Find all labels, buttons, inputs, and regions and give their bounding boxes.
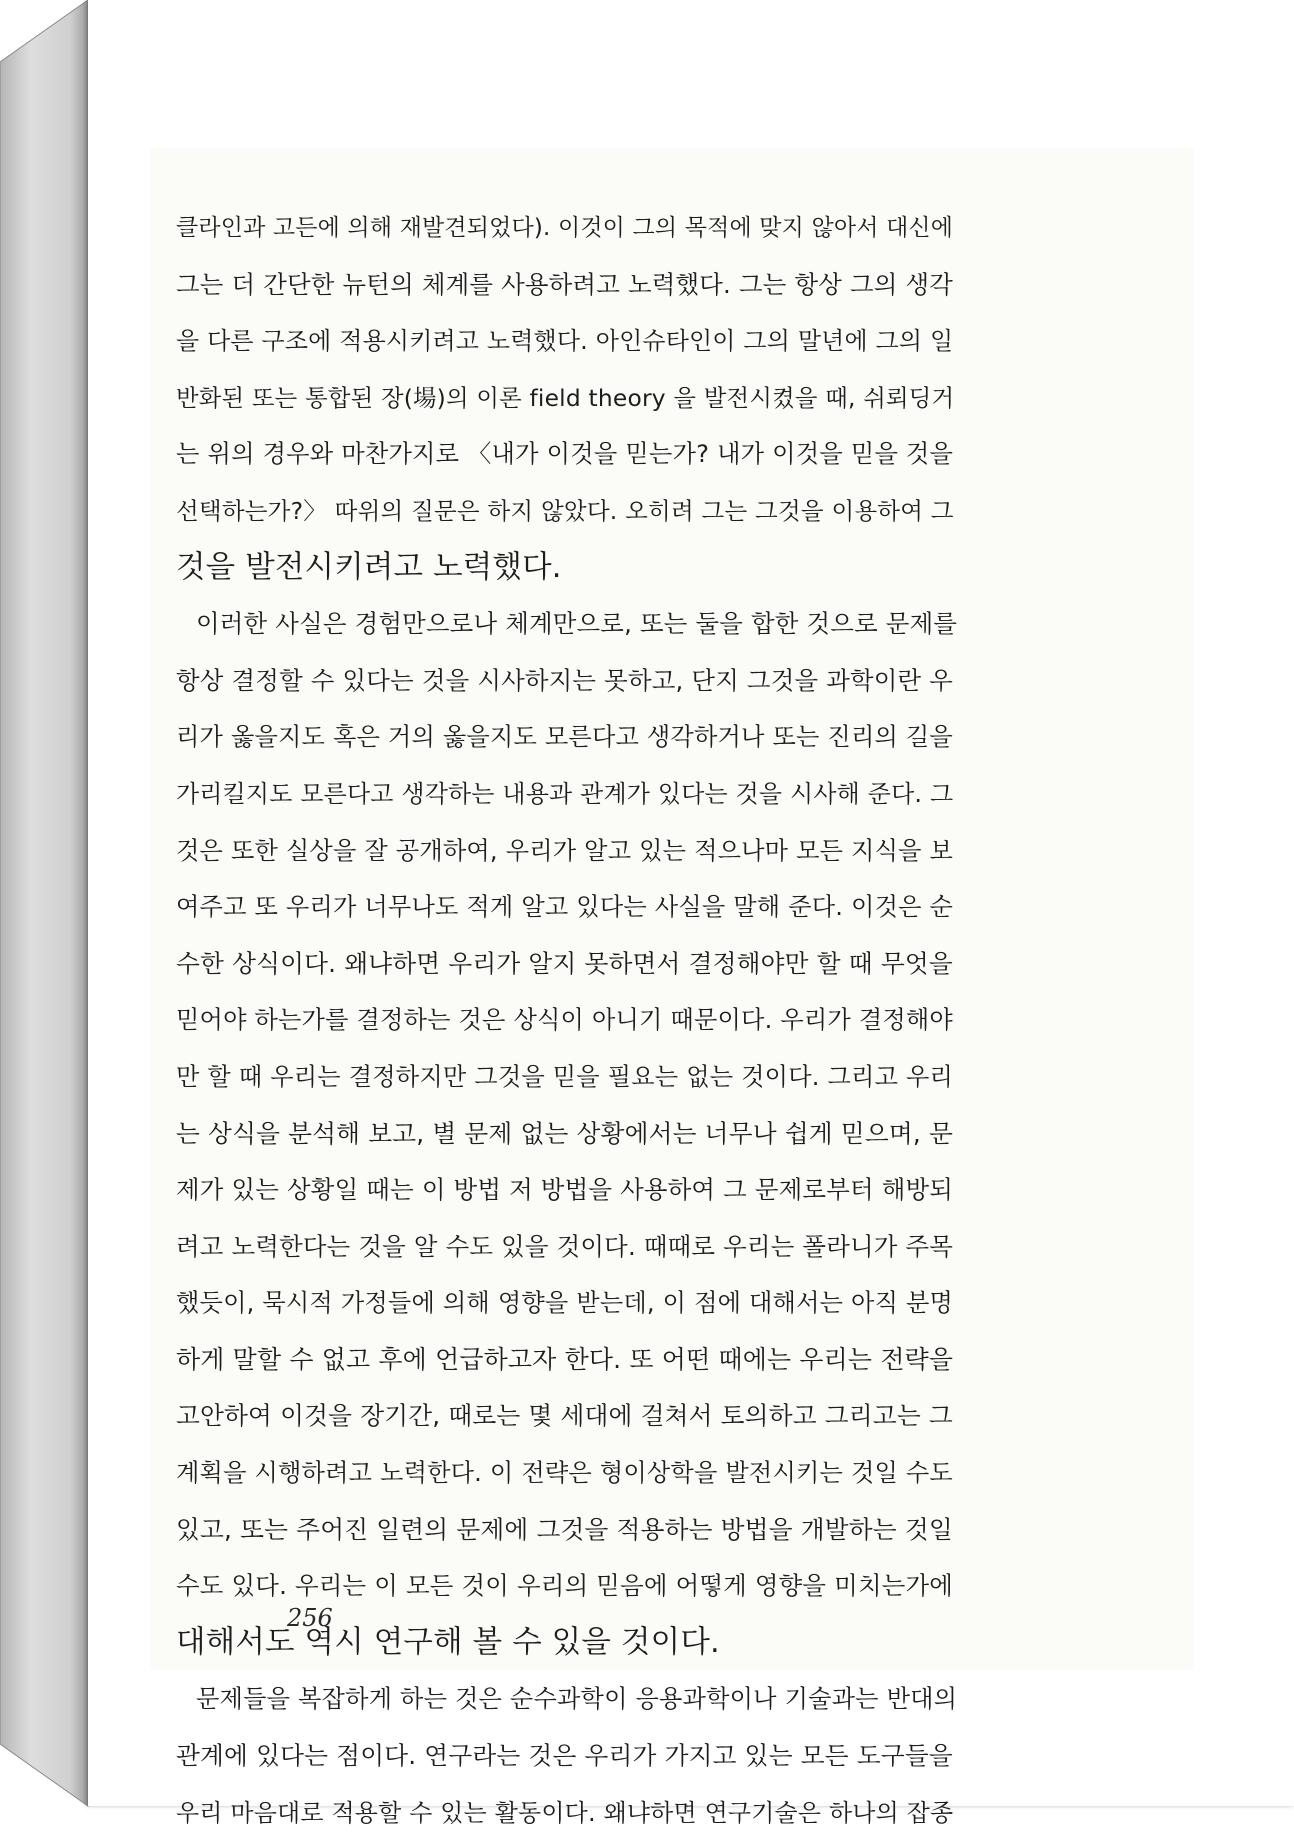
text-line: 계획을 시행하려고 노력한다. 이 전략은 형이상학을 발전시키는 것일 수도 [176,1459,953,1488]
page-number: 256 [287,1604,333,1632]
text-line: 문제들을 복잡하게 하는 것은 순수과학이 응용과학이나 기술과는 반대의 [196,1685,958,1714]
text-line: 는 위의 경우와 마찬가지로 〈내가 이것을 믿는가? 내가 이것을 믿을 것을 [176,440,954,469]
text-line: 우리 마음대로 적용할 수 있는 활동이다. 왜냐하면 연구기술은 하나의 잡종 [176,1798,954,1827]
text-line: 했듯이, 묵시적 가정들에 의해 영향을 받는데, 이 점에 대해서는 아직 분명 [176,1289,954,1318]
text-line: 항상 결정할 수 있다는 것을 시사하지는 못하고, 단지 그것을 과학이란 우 [176,665,954,695]
text-line: 반화된 또는 통합된 장(場)의 이론 field theory 을 발전시켰을 때, 쉬뢰딩거 [176,383,955,412]
body-text [176,200,958,1841]
text-line: 가리킬지도 모른다고 생각하는 내용과 관계가 있다는 것을 시사해 준다. 그 [176,779,954,808]
text-line: 을 다른 구조에 적용시키려고 노력했다. 아인슈타인이 그의 말년에 그의 일 [176,327,954,356]
text-line: 관계에 있다는 점이다. 연구라는 것은 우리가 가지고 있는 모든 도구들을 [176,1741,953,1771]
text-line: 하게 말할 수 없고 후에 언급하고자 한다. 또 어떤 때에는 우리는 전략을 [176,1344,954,1374]
paragraph [176,1671,958,1841]
text-line: 이러한 사실은 경험만으로나 체계만으로, 또는 둘을 합한 것으로 문제를 [196,609,958,639]
text-line: 클라인과 고든에 의해 재발견되었다). 이것이 그의 목적에 맞지 않아서 대신에 [176,215,954,241]
text-line: 여주고 또 우리가 너무나도 적게 알고 있다는 사실을 말해 준다. 이것은 순 [176,893,954,922]
text-line: 려고 노력한다는 것을 알 수도 있을 것이다. 때때로 우리는 폴라니가 주목 [176,1231,954,1261]
text-line: 것은 또한 실상을 잘 공개하여, 우리가 알고 있는 적으나마 모든 지식을 보 [176,836,954,865]
text-line: 그는 더 간단한 뉴턴의 체계를 사용하려고 노력했다. 그는 항상 그의 생각 [176,269,954,299]
text-line: 수한 상식이다. 왜냐하면 우리가 알지 못하면서 결정해야만 할 때 무엇을 [176,948,953,978]
text-line: 수도 있다. 우리는 이 모든 것이 우리의 믿음에 어떻게 영향을 미치는가에 [176,1571,954,1601]
text-line: 있고, 또는 주어진 일련의 문제에 그것을 적용하는 방법을 개발하는 것일 [176,1514,953,1544]
paragraph [176,200,955,596]
text-line: 만 할 때 우리는 결정하지만 그것을 믿을 필요는 없는 것이다. 그리고 우리 [176,1062,954,1091]
text-line: 대해서도 역시 연구해 볼 수 있을 것이다. [176,1624,720,1660]
text-line: 선택하는가?〉 따위의 질문은 하지 않았다. 오히려 그는 그것을 이용하여 그 [176,496,954,525]
text-line: 것을 발전시키려고 노력했다. [176,549,562,585]
paragraph [176,596,958,1671]
text-line: 믿어야 하는가를 결정하는 것은 상식이 아니기 때문이다. 우리가 결정해야 [176,1006,953,1035]
text-line: 제가 있는 상황일 때는 이 방법 저 방법을 사용하여 그 문제로부터 해방되 [176,1175,954,1205]
text-line: 고안하여 이것을 장기간, 때로는 몇 세대에 걸쳐서 토의하고 그리고는 그 [176,1401,953,1431]
text-line: 는 상식을 분석해 보고, 별 문제 없는 상황에서는 너무나 쉽게 믿으며, 문 [176,1118,953,1148]
text-line: 리가 옳을지도 혹은 거의 옳을지도 모른다고 생각하거나 또는 진리의 길을 [176,723,953,752]
